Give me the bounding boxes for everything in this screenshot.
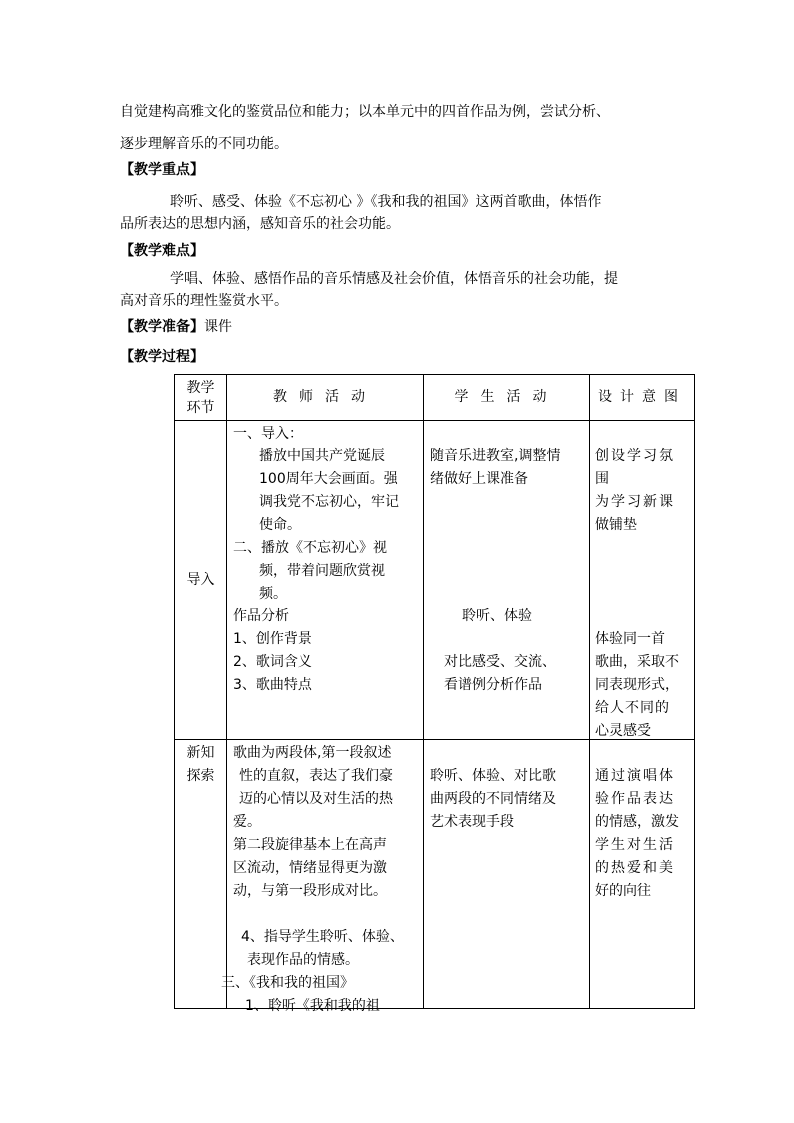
header-stage bbox=[175, 375, 227, 421]
header-stage-line-1: 教学 bbox=[186, 379, 215, 396]
difficulties-line-1: 学唱、体验、感悟作品的音乐情感及社会价值，体悟音乐的社会功能，提 bbox=[170, 271, 618, 287]
row1-teacher-line: 使命。 bbox=[259, 517, 301, 533]
row2-teacher-line: 爱。 bbox=[233, 814, 261, 830]
header-design: 设计意图 bbox=[590, 375, 695, 421]
preparation-line bbox=[120, 316, 232, 338]
row2-teacher-line: 表现作品的情感。 bbox=[247, 952, 359, 968]
preparation-heading: 【教学准备】 bbox=[120, 319, 204, 335]
row2-design-line: 的情感，激发 bbox=[595, 814, 679, 830]
row2-teacher-line: 第二段旋律基本上在高声 bbox=[233, 837, 387, 853]
row1-design-line: 歌曲，采取不 bbox=[595, 654, 679, 670]
row1-teacher-line: 3、歌曲特点 bbox=[233, 677, 312, 693]
row1-teacher bbox=[227, 421, 424, 740]
row2-stage bbox=[175, 740, 227, 1009]
row1-design-line: 创设学习氛 bbox=[595, 448, 675, 464]
row1-student-line: 绪做好上课准备 bbox=[430, 471, 528, 487]
row2-teacher-line: 三、《我和我的祖国》 bbox=[221, 975, 354, 991]
row1-student-line: 对比感受、交流、 bbox=[444, 654, 556, 670]
row1-teacher-line: 播放中国共产党诞辰 bbox=[259, 448, 385, 464]
preparation-text: 课件 bbox=[204, 319, 232, 335]
header-teacher: 教师活动 bbox=[227, 375, 424, 421]
row2-design-line: 学生对生活 bbox=[595, 837, 675, 853]
row1-student-line: 随音乐进教室,调整情 bbox=[430, 448, 561, 464]
row2-design-line: 好的向往 bbox=[595, 883, 651, 899]
row2-teacher-line: 性的直叙，表达了我们豪 bbox=[239, 768, 393, 784]
row2-teacher-line: 区流动，情绪显得更为激 bbox=[233, 860, 387, 876]
row2-design-line: 的热爱和美 bbox=[595, 860, 675, 876]
row1-teacher-line: 二、播放《不忘初心》视 bbox=[233, 540, 387, 556]
row1-design bbox=[590, 421, 695, 740]
key-points-line-2: 品所表达的思想内涵，感知音乐的社会功能。 bbox=[120, 216, 400, 232]
row1-teacher-line: 2、歌词含义 bbox=[233, 654, 312, 670]
intro-line-1: 自觉建构高雅文化的鉴赏品位和能力；以本单元中的四首作品为例，尝试分析、 bbox=[120, 104, 610, 120]
row2-design bbox=[590, 740, 695, 1009]
row2-stage-line-2: 探索 bbox=[186, 768, 215, 784]
row1-teacher-line: 调我党不忘初心，牢记 bbox=[259, 494, 399, 510]
table-row bbox=[175, 421, 695, 740]
lesson-process-table bbox=[174, 374, 695, 1014]
table-row bbox=[175, 740, 695, 1009]
difficulties-line-2: 高对音乐的理性鉴赏水平。 bbox=[120, 293, 288, 309]
row2-teacher-line: 动，与第一段形成对比。 bbox=[233, 883, 387, 899]
row2-teacher-line: 歌曲为两段体,第一段叙述 bbox=[233, 745, 392, 761]
row1-teacher-line: 1、创作背景 bbox=[233, 631, 312, 647]
key-points-heading: 【教学重点】 bbox=[120, 162, 204, 178]
row1-teacher-line: 作品分析 bbox=[233, 608, 289, 624]
row2-design-line: 通过演唱体 bbox=[595, 768, 675, 784]
row2-teacher bbox=[221, 740, 424, 1014]
row2-student-line: 聆听、体验、对比歌 bbox=[430, 768, 556, 784]
row1-design-line: 心灵感受 bbox=[595, 723, 651, 739]
row2-teacher-line: 4、指导学生聆听、体验、 bbox=[241, 929, 404, 945]
row1-student-line: 看谱例分析作品 bbox=[444, 677, 542, 693]
row1-teacher-line: 频，带着问题欣赏视 bbox=[259, 563, 385, 579]
header-stage-line-2: 环节 bbox=[186, 399, 215, 416]
row1-teacher-line: 频。 bbox=[259, 586, 287, 602]
row2-student-line: 艺术表现手段 bbox=[430, 814, 514, 830]
row2-student-line: 曲两段的不同情绪及 bbox=[430, 791, 556, 807]
difficulties-heading: 【教学难点】 bbox=[120, 243, 204, 259]
row1-student-line: 聆听、体验 bbox=[462, 608, 532, 624]
row2-teacher-line: 迈的心情以及对生活的热 bbox=[239, 791, 393, 807]
row2-student bbox=[424, 740, 590, 1009]
header-student: 学生活动 bbox=[424, 375, 590, 421]
row1-teacher-line: 100周年大会画面。强 bbox=[259, 471, 398, 487]
row2-teacher-line: 1、聆听《我和我的祖 bbox=[245, 998, 380, 1014]
row2-design-line: 验作品表达 bbox=[595, 791, 675, 807]
intro-line-2: 逐步理解音乐的不同功能。 bbox=[120, 136, 288, 152]
key-points-line-1: 聆听、感受、体验《不忘初心 》《我和我的祖国》这两首歌曲，体悟作 bbox=[170, 194, 602, 210]
row2-stage-line-1: 新知 bbox=[186, 745, 215, 761]
row1-student bbox=[424, 421, 590, 740]
row1-teacher-line: 一、导入： bbox=[233, 426, 303, 442]
row1-design-line: 体验同一首 bbox=[595, 631, 665, 647]
row1-design-line: 围 bbox=[595, 471, 609, 487]
row1-design-line: 为学习新课 bbox=[595, 494, 675, 510]
table-header-row bbox=[175, 375, 695, 421]
row1-design-line: 同表现形式， bbox=[595, 677, 679, 693]
row1-design-line: 做铺垫 bbox=[595, 517, 637, 533]
process-heading: 【教学过程】 bbox=[120, 349, 204, 365]
row1-design-line: 给人不同的 bbox=[595, 700, 670, 716]
row1-stage: 导入 bbox=[175, 421, 227, 740]
